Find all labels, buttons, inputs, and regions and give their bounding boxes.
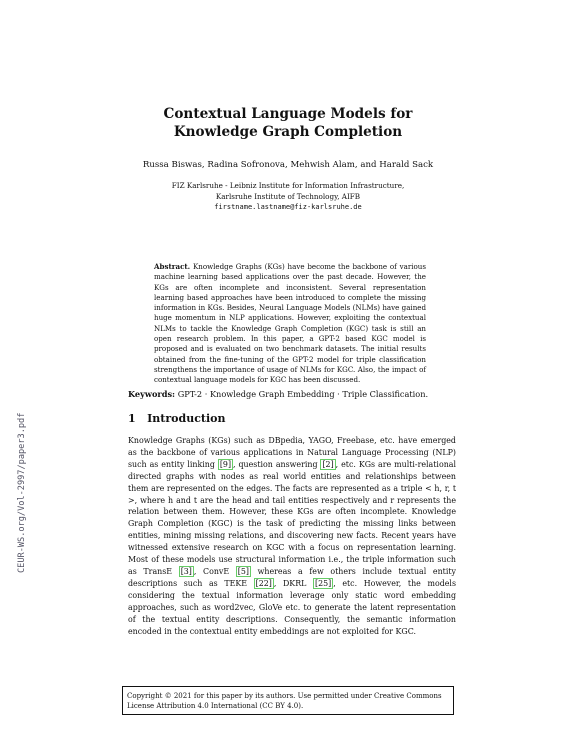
intro-text: , ConvE	[193, 566, 236, 576]
section-title: Introduction	[147, 412, 226, 425]
copyright-box: Copyright © 2021 for this paper by its authors. Use permitted under Creative Commons License Attribution 4.0 International (CC BY 4.0).	[122, 686, 454, 715]
abstract-text: Knowledge Graphs (KGs) have become the backbone of various machine learning based applications over the past decade. However, the KGs are often incomplete and inconsistent. Several representation learning based approaches have been introduced to complete the missing information in KGs. Besides, Neural Language Models (NLMs) have gained huge momentum in NLP applications. However, exploiting the contextual NLMs to tackle the Knowledge Graph Completion (KGC) task is still an open research problem. In this paper, a GPT-2 based KGC model is proposed and is evaluated on two benchmark datasets. The initial results obtained from the fine-tuning of the GPT-2 model for triple classification strengthens the importance of usage of NLMs for KGC. Also, the impact of contextual language models for KGC has been discussed.	[154, 262, 426, 385]
abstract-label: Abstract.	[154, 262, 191, 271]
intro-text: whereas a few others include textual entity descriptions such as TEKE	[128, 566, 456, 588]
arxiv-side-label	[3, 393, 27, 573]
abstract	[154, 262, 426, 386]
citation-link[interactable]: [25]	[315, 578, 332, 588]
intro-text: , etc. However, the models considering the textual information leverage only static word embedding approaches, such as word2vec, GloVe etc. to generate the latent representation of the textual entity descriptions. Consequently, the semantic information encoded in the contextual entity embeddings are not exploited for KGC.	[128, 578, 456, 636]
citation-link[interactable]: [5]	[237, 566, 249, 576]
citation-link[interactable]: [3]	[180, 566, 192, 576]
keywords	[128, 389, 448, 399]
keywords-text: GPT-2 · Knowledge Graph Embedding · Triple Classification.	[177, 389, 429, 399]
intro-text: Knowledge Graphs (KGs) such as DBpedia, YAGO, Freebase, etc. have emerged as the backbone of various applications in Natural Language Processing (NLP) such as entity linking	[128, 436, 456, 469]
affiliation-line-1: FIZ Karlsruhe - Leibniz Institute for Information Infrastructure,	[171, 181, 405, 190]
introduction-paragraph	[128, 435, 456, 637]
intro-text: , question answering	[233, 459, 321, 469]
affiliation-line-2: Karlsruhe Institute of Technology, AIFB	[215, 191, 361, 201]
intro-text: , etc. KGs are multi-relational directed graphs with nodes as real world entities and relationships between them are represented on the edges. The facts are represented as a triple < h, r, t >, where h and t are the head and tail entities respectively and r represents the relation between them. However, these KGs are often incomplete. Knowledge Graph Completion (KGC) is the task of predicting the missing links between entities, mining missing relations, and discovering new facts. Recent years have witnessed extensive research on KGC with a focus on representation learning. Most of these models use structural information i.e., the triple information such as TransE	[128, 459, 457, 576]
citation-link[interactable]: [9]	[219, 459, 232, 469]
citation-link[interactable]: [22]	[255, 578, 272, 588]
author-list: Russa Biswas, Radina Sofronova, Mehwish Alam, and Harald Sack	[142, 160, 434, 170]
citation-link[interactable]: [2]	[322, 459, 334, 469]
section-heading-introduction	[128, 412, 226, 425]
paper-title: Contextual Language Models for Knowledge Graph Completion	[163, 106, 413, 140]
section-number: 1	[128, 412, 136, 425]
author-email: firstname.lastname@fiz-karlsruhe.de	[214, 203, 362, 211]
keywords-label: Keywords:	[128, 389, 176, 399]
intro-text: , DKRL	[273, 578, 313, 588]
side-label-text: CEUR-WS.org/Vol-2997/paper3.pdf	[17, 412, 27, 573]
affiliation	[128, 181, 448, 213]
